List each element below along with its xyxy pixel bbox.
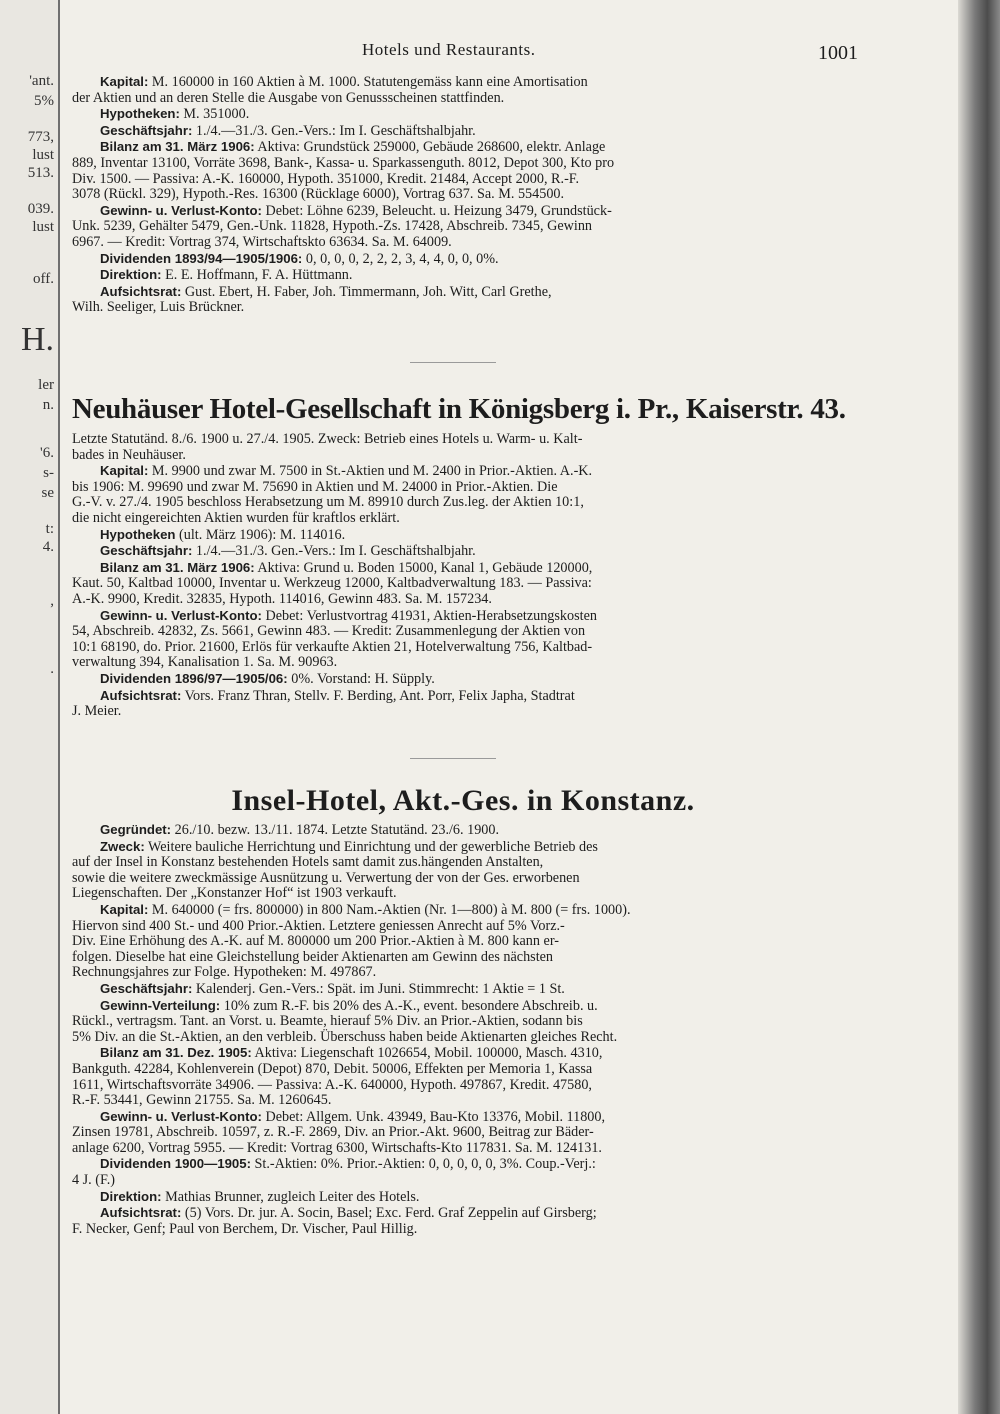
section-divider bbox=[410, 758, 496, 759]
field-label: Dividenden 1896/97—1905/06: bbox=[100, 670, 288, 686]
text-line bbox=[72, 981, 854, 998]
field-text: (5) Vors. Dr. jur. A. Socin, Basel; Exc. Ferd. Graf Zeppelin auf Girsberg; bbox=[181, 1205, 597, 1222]
field-text: Wilh. Seeliger, Luis Brückner. bbox=[72, 299, 245, 316]
text-line bbox=[72, 1156, 854, 1173]
field-text: R.-F. 53441, Gewinn 21755. Sa. M. 1260645. bbox=[72, 1092, 332, 1109]
text-line bbox=[72, 592, 854, 608]
field-text: folgen. Dieselbe hat eine Gleichstellung beider Aktienarten am Gewinn des nächsten bbox=[72, 948, 554, 965]
field-text: M. 160000 in 160 Aktien à M. 1000. Statutengemäss kann eine Amortisation bbox=[148, 74, 588, 90]
margin-fragment: 039. bbox=[27, 201, 54, 217]
text-line bbox=[72, 106, 854, 123]
text-line bbox=[72, 1125, 854, 1141]
field-label: Bilanz am 31. März 1906: bbox=[100, 559, 255, 575]
field-text: bades in Neuhäuser. bbox=[72, 446, 186, 463]
text-line bbox=[72, 219, 854, 235]
field-text: 26./10. bezw. 13./11. 1874. Letzte Statutänd. 23./6. 1900. bbox=[171, 822, 500, 838]
field-text: 6967. — Kredit: Vortrag 374, Wirtschaftskto 63634. Sa. M. 64009. bbox=[72, 233, 452, 250]
section-insel-hotel bbox=[72, 784, 854, 1237]
field-text: St.-Aktien: 0%. Prior.-Aktien: 0, 0, 0, 0, 0, 3%. Coup.-Verj.: bbox=[251, 1156, 596, 1173]
margin-fragment: lust bbox=[32, 219, 54, 235]
field-text: 3078 (Rückl. 329), Hypoth.-Res. 16300 (Rücklage 6000), Vortrag 637. Sa. M. 554500. bbox=[72, 186, 565, 203]
text-line bbox=[72, 1030, 854, 1046]
field-label: Geschäftsjahr: bbox=[100, 980, 193, 996]
text-line bbox=[72, 543, 854, 560]
margin-fragment: s- bbox=[43, 465, 54, 481]
text-line bbox=[72, 902, 854, 919]
margin-fragment: 5% bbox=[34, 93, 54, 109]
field-text: 889, Inventar 13100, Vorräte 3698, Bank-, Kassa- u. Sparkassenguth. 8012, Depot 300, Kto pro bbox=[72, 154, 615, 171]
field-text: M. 640000 (= frs. 800000) in 800 Nam.-Aktien (Nr. 1—800) à M. 800 (= frs. 1000). bbox=[148, 901, 631, 918]
field-text: anlage 6200, Vortrag 5955. — Kredit: Vortrag 6300, Wirtschafts-Kto 117831. Sa. M. 124131. bbox=[72, 1139, 602, 1156]
text-line bbox=[72, 432, 854, 448]
field-label: Direktion: bbox=[100, 267, 162, 283]
text-line bbox=[72, 919, 854, 935]
text-line bbox=[72, 1093, 854, 1109]
field-label: Kapital: bbox=[100, 901, 149, 917]
field-text: J. Meier. bbox=[72, 703, 122, 720]
margin-fragment: 'ant. bbox=[29, 73, 54, 89]
text-line bbox=[72, 91, 854, 107]
margin-fragment: 4. bbox=[42, 539, 54, 555]
field-label: Direktion: bbox=[100, 1188, 162, 1204]
field-label: Bilanz am 31. Dez. 1905: bbox=[100, 1045, 252, 1061]
text-line bbox=[72, 655, 854, 671]
text-line bbox=[72, 156, 854, 172]
field-text: Weitere bauliche Herrichtung und Einrichtung und der gewerbliche Betrieb des bbox=[144, 838, 598, 855]
field-label: Aufsichtsrat: bbox=[100, 687, 182, 703]
field-label: Aufsichtsrat: bbox=[100, 283, 182, 299]
text-line bbox=[72, 1045, 854, 1062]
field-label: Hypotheken: bbox=[100, 106, 180, 122]
field-text: Zinsen 19781, Abschreib. 10597, z. R.-F. 2869, Div. an Prior.-Akt. 9600, Beitrag zur Bäder- bbox=[72, 1124, 594, 1141]
field-text: Debet: Verlustvortrag 41931, Aktien-Herabsetzungskosten bbox=[261, 607, 597, 624]
text-line bbox=[72, 965, 854, 981]
field-text: Aktiva: Liegenschaft 1026654, Mobil. 100000, Masch. 4310, bbox=[251, 1045, 603, 1062]
field-text: Div. Eine Erhöhung des A.-K. auf M. 800000 um 200 Prior.-Aktien à M. 800 kann er- bbox=[72, 933, 560, 950]
text-line bbox=[72, 704, 854, 720]
margin-fragment: se bbox=[41, 485, 54, 501]
text-line bbox=[72, 1062, 854, 1078]
field-text: 0, 0, 0, 0, 2, 2, 2, 3, 4, 4, 0, 0, 0%. bbox=[302, 250, 499, 267]
section-title: Insel-Hotel, Akt.-Ges. in Konstanz. bbox=[231, 784, 695, 817]
text-line bbox=[72, 934, 854, 950]
text-line bbox=[72, 1205, 854, 1222]
field-text: Kalenderj. Gen.-Vers.: Spät. im Juni. Stimmrecht: 1 Aktie = 1 St. bbox=[192, 980, 565, 997]
margin-fragment: 773, bbox=[27, 129, 54, 145]
running-header: Hotels und Restaurants. bbox=[362, 40, 536, 59]
field-text: Rechnungsjahres zur Folge. Hypotheken: M. 497867. bbox=[72, 964, 377, 981]
margin-fragment: ler bbox=[38, 377, 54, 393]
field-label: Gegründet: bbox=[100, 822, 172, 837]
field-label: Kapital: bbox=[100, 463, 149, 479]
text-line bbox=[72, 187, 854, 203]
field-text: Bankguth. 42284, Kohlenverein (Depot) 870, Debit. 50006, Effekten per Memoria 1, Kassa bbox=[72, 1060, 593, 1077]
field-text: Aktiva: Grund u. Boden 15000, Kanal 1, Gebäude 120000, bbox=[254, 559, 593, 576]
text-line bbox=[72, 950, 854, 966]
text-line bbox=[72, 480, 854, 496]
text-line bbox=[72, 560, 854, 577]
text-line bbox=[72, 998, 854, 1015]
text-line bbox=[72, 1109, 854, 1126]
field-text: 5% Div. an die St.-Aktien, an den verbleib. Überschuss haben beide Aktienarten gleiches Recht. bbox=[72, 1028, 618, 1045]
field-text: Mathias Brunner, zugleich Leiter des Hotels. bbox=[161, 1188, 420, 1205]
text-line bbox=[72, 1014, 854, 1030]
margin-fragment: n. bbox=[42, 397, 54, 413]
text-line bbox=[72, 1173, 854, 1189]
field-text: 1./4.—31./3. Gen.-Vers.: Im I. Geschäftshalbjahr. bbox=[192, 122, 476, 139]
field-text: sowie die weitere zweckmässige Ausnützung u. Verwertung der von der Ges. erworbenen bbox=[72, 869, 580, 886]
text-line bbox=[72, 495, 854, 511]
text-line bbox=[72, 284, 854, 301]
field-label: Geschäftsjahr: bbox=[100, 543, 193, 559]
text-line bbox=[72, 235, 854, 251]
text-line bbox=[72, 871, 854, 887]
text-line bbox=[72, 608, 854, 625]
margin-fragment: lust bbox=[32, 147, 54, 163]
text-line bbox=[72, 640, 854, 656]
section-neuhaeuser-hotel bbox=[72, 392, 854, 720]
margin-fragment: , bbox=[50, 593, 54, 609]
section-body bbox=[72, 432, 854, 720]
text-line bbox=[72, 855, 854, 871]
field-text: Liegenschaften. Der „Konstanzer Hof“ ist 1903 verkauft. bbox=[72, 885, 397, 902]
text-line bbox=[72, 300, 854, 316]
field-text: Vors. Franz Thran, Stellv. F. Berding, Ant. Porr, Felix Japha, Stadtrat bbox=[181, 687, 575, 704]
section-body bbox=[72, 822, 854, 1237]
field-text: Debet: Allgem. Unk. 43949, Bau-Kto 13376, Mobil. 11800, bbox=[261, 1108, 606, 1125]
field-label: Bilanz am 31. März 1906: bbox=[100, 139, 255, 155]
margin-fragment: off. bbox=[33, 271, 54, 287]
field-text: M. 351000. bbox=[179, 106, 250, 123]
field-text: 1611, Wirtschaftsvorräte 34906. — Passiva: A.-K. 640000, Hypoth. 497867, Kredit. 47580, bbox=[72, 1076, 592, 1093]
field-text: Rückl., vertragsm. Tant. an Vorst. u. Beamte, hierauf 5% Div. an Prior.-Aktien, sodann bis bbox=[72, 1013, 583, 1030]
field-label: Zweck: bbox=[100, 838, 145, 854]
text-line bbox=[72, 576, 854, 592]
book-binding-shadow bbox=[958, 0, 1000, 1414]
field-text: G.-V. v. 27./4. 1905 beschloss Herabsetzung um M. 89910 durch Zus.leg. der Aktien 10:1, bbox=[72, 494, 584, 511]
field-text: A.-K. 9900, Kredit. 32835, Hypoth. 114016, Gewinn 483. Sa. M. 157234. bbox=[72, 590, 492, 607]
margin-fragment: . bbox=[50, 661, 54, 677]
field-label: Kapital: bbox=[100, 74, 149, 89]
text-line bbox=[72, 203, 854, 220]
field-label: Dividenden 1893/94—1905/1906: bbox=[100, 250, 303, 266]
field-text: F. Necker, Genf; Paul von Berchem, Dr. Vischer, Paul Hillig. bbox=[72, 1220, 418, 1237]
previous-page-edge bbox=[0, 0, 60, 1414]
text-line bbox=[72, 74, 854, 91]
text-line bbox=[72, 1078, 854, 1094]
text-line bbox=[72, 527, 854, 544]
section-title: Neuhäuser Hotel-Gesellschaft in Königsberg i. Pr., Kaiserstr. 43. bbox=[72, 393, 846, 425]
section-divider bbox=[410, 362, 496, 363]
text-line bbox=[72, 671, 854, 688]
field-text: (ult. März 1906): M. 114016. bbox=[175, 526, 346, 543]
field-label: Hypotheken bbox=[100, 526, 176, 542]
field-text: E. E. Hoffmann, F. A. Hüttmann. bbox=[161, 267, 353, 284]
field-text: die nicht eingereichten Aktien wurden für kraftlos erklärt. bbox=[72, 509, 400, 526]
field-label: Gewinn-Verteilung: bbox=[100, 997, 221, 1013]
text-line bbox=[72, 839, 854, 856]
field-label: Geschäftsjahr: bbox=[100, 122, 193, 138]
field-text: Div. 1500. — Passiva: A.-K. 160000, Hypoth. 351000, Kredit. 21484, Accept 2000, R.-F. bbox=[72, 170, 580, 187]
field-text: 1./4.—31./3. Gen.-Vers.: Im I. Geschäftshalbjahr. bbox=[192, 543, 476, 560]
text-line bbox=[72, 1222, 854, 1238]
margin-fragment: t: bbox=[45, 521, 54, 537]
field-text: auf der Insel in Konstanz bestehenden Hotels samt damit zus.hängenden Anstalten, bbox=[72, 854, 544, 871]
field-text: Letzte Statutänd. 8./6. 1900 u. 27./4. 1905. Zweck: Betrieb eines Hotels u. Warm- u. Kalt- bbox=[72, 431, 583, 447]
field-label: Gewinn- u. Verlust-Konto: bbox=[100, 607, 262, 623]
field-text: Aktiva: Grundstück 259000, Gebäude 268600, elektr. Anlage bbox=[254, 139, 606, 156]
field-text: 10% zum R.-F. bis 20% des A.-K., event. besondere Abschreib. u. bbox=[220, 997, 598, 1014]
field-text: Gust. Ebert, H. Faber, Joh. Timmermann, Joh. Witt, Carl Grethe, bbox=[181, 283, 552, 300]
field-label: Gewinn- u. Verlust-Konto: bbox=[100, 1108, 262, 1124]
text-line bbox=[72, 172, 854, 188]
field-label: Dividenden 1900—1905: bbox=[100, 1156, 251, 1172]
page-number: 1001 bbox=[818, 42, 858, 64]
field-text: der Aktien und an deren Stelle die Ausgabe von Genussscheinen stattfinden. bbox=[72, 89, 505, 106]
text-line bbox=[72, 123, 854, 140]
field-text: M. 9900 und zwar M. 7500 in St.-Aktien und M. 2400 in Prior.-Aktien. A.-K. bbox=[148, 463, 593, 480]
field-label: Aufsichtsrat: bbox=[100, 1205, 182, 1221]
field-text: 0%. Vorstand: H. Süpply. bbox=[287, 670, 435, 687]
margin-fragment: '6. bbox=[40, 445, 54, 461]
field-label: Gewinn- u. Verlust-Konto: bbox=[100, 202, 262, 218]
text-line bbox=[72, 139, 854, 156]
text-line bbox=[72, 448, 854, 464]
text-line bbox=[72, 886, 854, 902]
text-line bbox=[72, 822, 854, 839]
field-text: Kaut. 50, Kaltbad 10000, Inventar u. Werkzeug 12000, Kaltbadverwaltung 183. — Passiva: bbox=[72, 575, 592, 592]
text-line bbox=[72, 463, 854, 480]
text-line bbox=[72, 251, 854, 268]
text-line bbox=[72, 511, 854, 527]
field-text: Debet: Löhne 6239, Beleucht. u. Heizung 3479, Grundstück- bbox=[261, 202, 612, 219]
field-text: 10:1 68190, do. Prior. 21600, Erlös für verkaufte Aktien 21, Hotelverwaltung 756, Kaltbad- bbox=[72, 638, 593, 655]
field-text: 54, Abschreib. 42832, Zs. 5661, Gewinn 483. — Kredit: Zusammenlegung der Aktien von bbox=[72, 623, 586, 640]
field-text: Hiervon sind 400 St.- und 400 Prior.-Aktien. Letztere geniessen Anrecht auf 5% Vorz.- bbox=[72, 917, 565, 934]
margin-fragment: 513. bbox=[27, 165, 54, 181]
field-text: verwaltung 394, Kanalisation 1. Sa. M. 90963. bbox=[72, 654, 338, 671]
text-line bbox=[72, 1141, 854, 1157]
field-text: 4 J. (F.) bbox=[72, 1172, 116, 1189]
text-line bbox=[72, 267, 854, 284]
book-page bbox=[72, 0, 864, 1414]
section-hotel-entry-continued bbox=[72, 74, 854, 316]
margin-fragment: H. bbox=[20, 321, 54, 358]
field-text: bis 1906: M. 99690 und zwar M. 75690 in Aktien und M. 24000 in Prior.-Aktien. Die bbox=[72, 478, 558, 495]
text-line bbox=[72, 688, 854, 705]
field-text: Unk. 5239, Gehälter 5479, Gen.-Unk. 11828, Hypoth.-Zs. 17428, Abschreib. 7345, Gewinn bbox=[72, 218, 593, 235]
text-line bbox=[72, 1189, 854, 1206]
text-line bbox=[72, 624, 854, 640]
